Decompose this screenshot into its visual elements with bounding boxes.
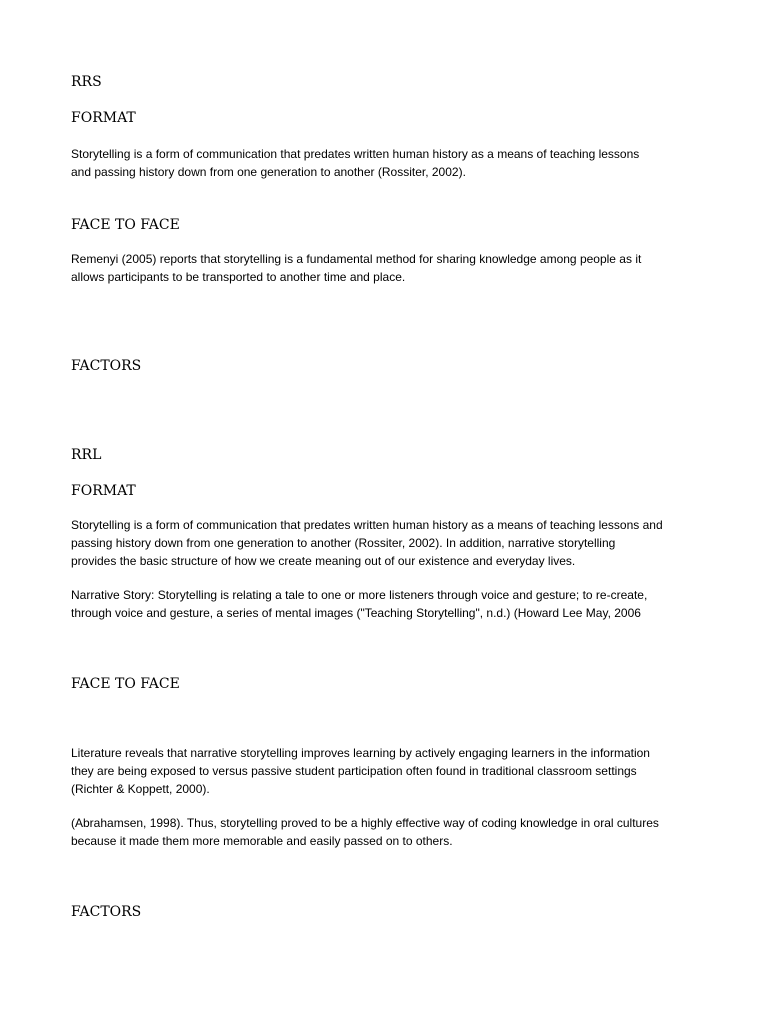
rrs-face-to-face-paragraph: Remenyi (2005) reports that storytelling is a fundamental method for sharing knowledge among people as it allows participants to be transported to another time and place. — [71, 252, 642, 284]
rrl-face-to-face-paragraph-1: Literature reveals that narrative storytelling improves learning by actively engaging learners in the information they are being exposed to versus passive student participation often found in traditional classroom settings (Richter & Koppett, 2000). — [71, 746, 650, 796]
rrl-format-paragraph-2: Narrative Story: Storytelling is relating a tale to one or more listeners through voice and gesture; to re-create, through voice and gesture, a series of mental images ("Teaching Storytelling", n.d.) (Howard Lee May, 2006 — [71, 588, 648, 620]
rrl-format-heading: FORMAT — [71, 483, 136, 499]
rrl-face-to-face-heading: FACE TO FACE — [71, 676, 180, 692]
rrl-title: RRL — [71, 447, 102, 463]
rrs-format-paragraph: Storytelling is a form of communication that predates written human history as a means of teaching lessons and passing history down from one generation to another (Rossiter, 2002). — [71, 147, 640, 179]
rrl-face-to-face-paragraph-2: (Abrahamsen, 1998). Thus, storytelling proved to be a highly effective way of coding knowledge in oral cultures because it made them more memorable and easily passed on to others. — [71, 816, 659, 848]
rrs-face-to-face-heading: FACE TO FACE — [71, 217, 180, 233]
rrs-factors-heading: FACTORS — [71, 358, 142, 374]
rrs-title: RRS — [71, 74, 102, 90]
rrl-format-paragraph-1: Storytelling is a form of communication that predates written human history as a means of teaching lessons and passing history down from one generation to another (Rossiter, 2002). In addition, narrative storytelling provides the basic structure of how we create meaning out of our existence and everyday lives. — [71, 518, 663, 568]
rrl-factors-heading: FACTORS — [71, 904, 142, 920]
rrs-format-heading: FORMAT — [71, 110, 136, 126]
